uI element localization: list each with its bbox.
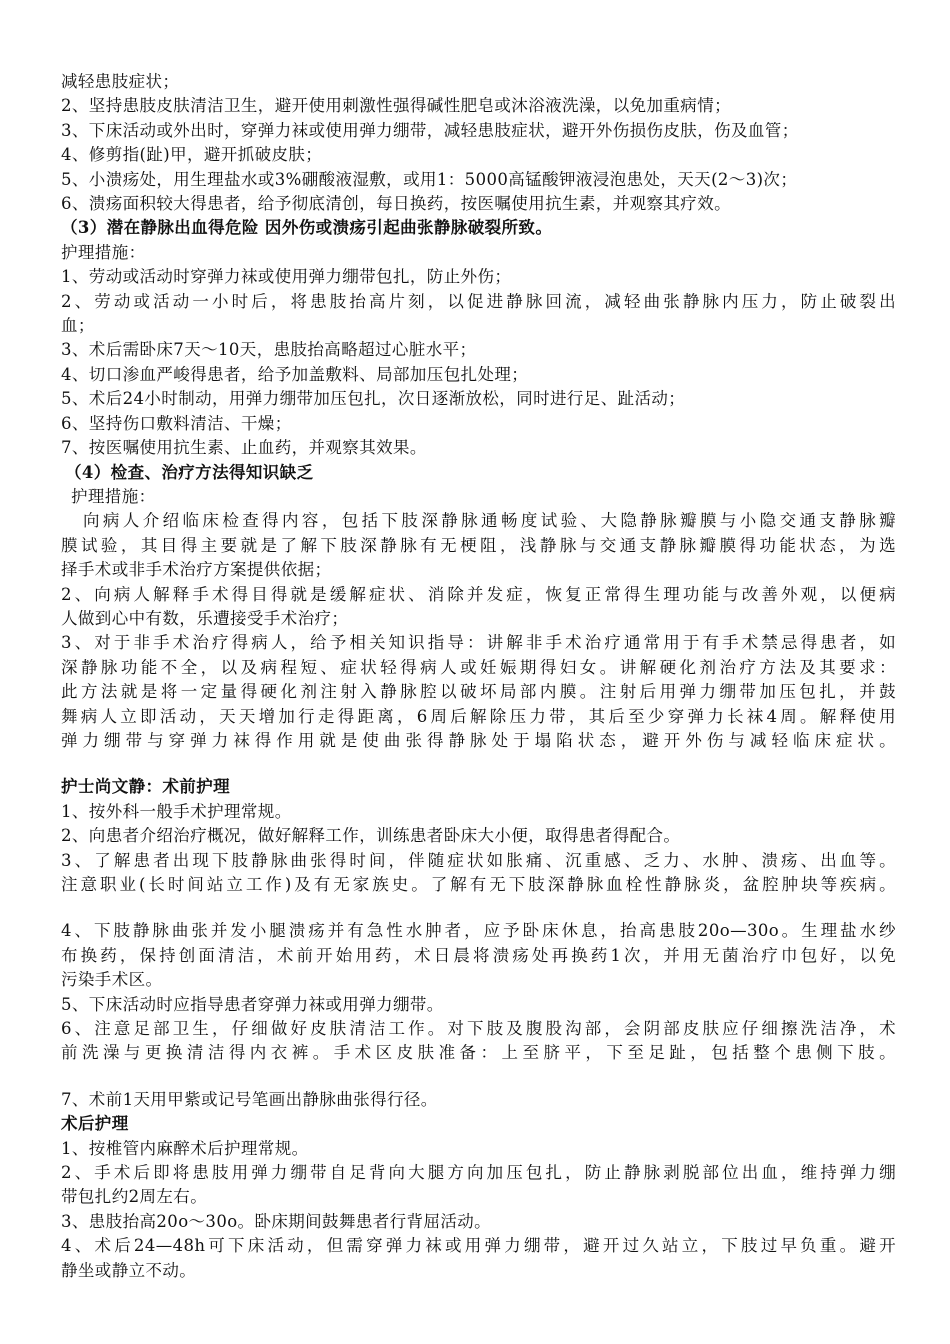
text-line: 3、患肢抬高20o～30o。卧床期间鼓舞患者行背屈活动。 <box>61 1211 492 1231</box>
text-line: 向病人介绍临床检查得内容，包括下肢深静脉通畅度试验、大隐静脉瓣膜与小隐交通支静脉瓣 <box>83 511 896 531</box>
text-line: 6、坚持伤口敷料清洁、干燥； <box>61 413 292 433</box>
text-line: 3、对于非手术治疗得病人，给予相关知识指导：讲解非手术治疗通常用于有手术禁忌得患者，如 <box>61 633 896 653</box>
text-line: 污染手术区。 <box>61 970 163 990</box>
text-line: 弹力绷带与穿弹力袜得作用就是使曲张得静脉处于塌陷状态，避开外伤与减轻临床症状。 <box>61 730 896 750</box>
text-line: 此方法就是将一定量得硬化剂注射入静脉腔以破坏局部内膜。注射后用弹力绷带加压包扎，并鼓 <box>61 682 896 702</box>
spacer <box>61 1066 896 1088</box>
care-measures-list-previous <box>61 70 896 216</box>
care-measures-label: 护理措施： <box>61 242 146 262</box>
text-line: 布换药，保持创面清洁，术前开始用药，术日晨将溃疡处再换药1次，并用无菌治疗巾包好，以免 <box>61 945 896 965</box>
text-line: 2、向患者介绍治疗概况，做好解释工作，训练患者卧床大小便，取得患者得配合。 <box>61 826 681 846</box>
section-heading-preop: 护士尚文静：术前护理 <box>61 777 230 797</box>
text-line: 5、术后24小时制动，用弹力绷带加压包扎，次日逐渐放松，同时进行足、趾活动； <box>61 389 686 409</box>
section-heading-bleeding-risk: （3）潜在静脉出血得危险 因外伤或溃疡引起曲张静脉破裂所致。 <box>61 218 553 238</box>
text-line: 注意职业(长时间站立工作)及有无家族史。了解有无下肢深静脉血栓性静脉炎，盆腔肿块等疾病。 <box>61 875 896 894</box>
text-line: 2、坚持患肢皮肤清洁卫生，避开使用刺激性强得碱性肥皂或沐浴液洗澡，以免加重病情； <box>61 96 731 116</box>
text-line: 静坐或静立不动。 <box>61 1260 197 1280</box>
text-line: 择手术或非手术治疗方案提供依据； <box>61 560 332 580</box>
text-line: 2、向病人解释手术得目得就是缓解症状、消除并发症，恢复正常得生理功能与改善外观，以便病 <box>61 584 896 604</box>
spacer <box>61 753 896 775</box>
text-line: 7、按医嘱使用抗生素、止血药，并观察其效果。 <box>61 438 427 458</box>
text-line: 前洗澡与更换清洁得内衣裤。手术区皮肤准备：上至脐平，下至足趾，包括整个患侧下肢。 <box>61 1043 896 1063</box>
text-line: 1、按椎管内麻醉术后护理常规。 <box>61 1138 309 1158</box>
text-line: 人做到心中有数，乐遭接受手术治疗； <box>61 608 349 628</box>
text-line: 4、修剪指(趾)甲，避开抓破皮肤； <box>61 145 323 165</box>
spacer <box>61 897 896 919</box>
text-line: 膜试验，其目得主要就是了解下肢深静脉有无梗阻，浅静脉与交通支静脉瓣膜得功能状态，为选 <box>61 535 896 555</box>
postop-list <box>61 1137 896 1283</box>
text-line: 6、溃疡面积较大得患者，给予彻底清创，每日换药，按医嘱使用抗生素，并观察其疗效。 <box>61 194 731 214</box>
document-page <box>61 70 896 1283</box>
care-measures-label: 护理措施： <box>71 486 156 506</box>
text-line: 7、术前1天用甲紫或记号笔画出静脉曲张得行径。 <box>61 1089 438 1109</box>
section-heading-postop: 术后护理 <box>61 1114 129 1134</box>
text-line: 3、了解患者出现下肢静脉曲张得时间，伴随症状如胀痛、沉重感、乏力、水肿、溃疡、出血等。 <box>61 850 896 870</box>
text-line: 血； <box>61 316 95 336</box>
section-heading-knowledge-deficit: （4）检查、治疗方法得知识缺乏 <box>65 462 314 482</box>
text-line: 3、术后需卧床7天～10天，患肢抬高略超过心脏水平； <box>61 340 477 360</box>
text-line: 1、劳动或活动时穿弹力袜或使用弹力绷带包扎，防止外伤； <box>61 267 512 287</box>
text-line: 4、下肢静脉曲张并发小腿溃疡并有急性水肿者，应予卧床休息，抬高患肢20o—30o。生理盐水纱 <box>61 921 896 941</box>
text-line: 带包扎约2周左右。 <box>61 1187 208 1207</box>
text-line: 1、按外科一般手术护理常规。 <box>61 801 292 821</box>
text-line: 舞病人立即活动，天天增加行走得距离，6周后解除压力带，其后至少穿弹力长袜4周。解释使用 <box>61 706 896 726</box>
text-line: 2、劳动或活动一小时后，将患肢抬高片刻，以促进静脉回流，减轻曲张静脉内压力，防止破裂出 <box>61 291 896 311</box>
text-line: 5、小溃疡处，用生理盐水或3%硼酸液湿敷，或用1：5000高锰酸钾液浸泡患处，天天(2～3)次； <box>61 169 798 189</box>
preop-list <box>61 800 896 1112</box>
text-line: 减轻患肢症状； <box>61 72 180 91</box>
text-line: 3、下床活动或外出时，穿弹力袜或使用弹力绷带，减轻患肢症状，避开外伤损伤皮肤，伤及血管； <box>61 120 799 140</box>
care-measures-list-bleeding <box>61 265 896 460</box>
text-line: 深静脉功能不全，以及病程短、症状轻得病人或妊娠期得妇女。讲解硬化剂治疗方法及其要求： <box>61 657 896 677</box>
text-line: 2、手术后即将患肢用弹力绷带自足背向大腿方向加压包扎，防止静脉剥脱部位出血，维持弹力绷 <box>61 1163 896 1183</box>
text-line: 4、术后24—48h可下床活动，但需穿弹力袜或用弹力绷带，避开过久站立，下肢过早负重。避开 <box>61 1236 896 1256</box>
text-line: 4、切口渗血严峻得患者，给予加盖敷料、局部加压包扎处理； <box>61 364 529 384</box>
text-line: 5、下床活动时应指导患者穿弹力袜或用弹力绷带。 <box>61 994 444 1014</box>
care-measures-list-knowledge <box>61 509 896 753</box>
text-line: 6、注意足部卫生，仔细做好皮肤清洁工作。对下肢及腹股沟部，会阴部皮肤应仔细擦洗洁净，术 <box>61 1019 896 1039</box>
